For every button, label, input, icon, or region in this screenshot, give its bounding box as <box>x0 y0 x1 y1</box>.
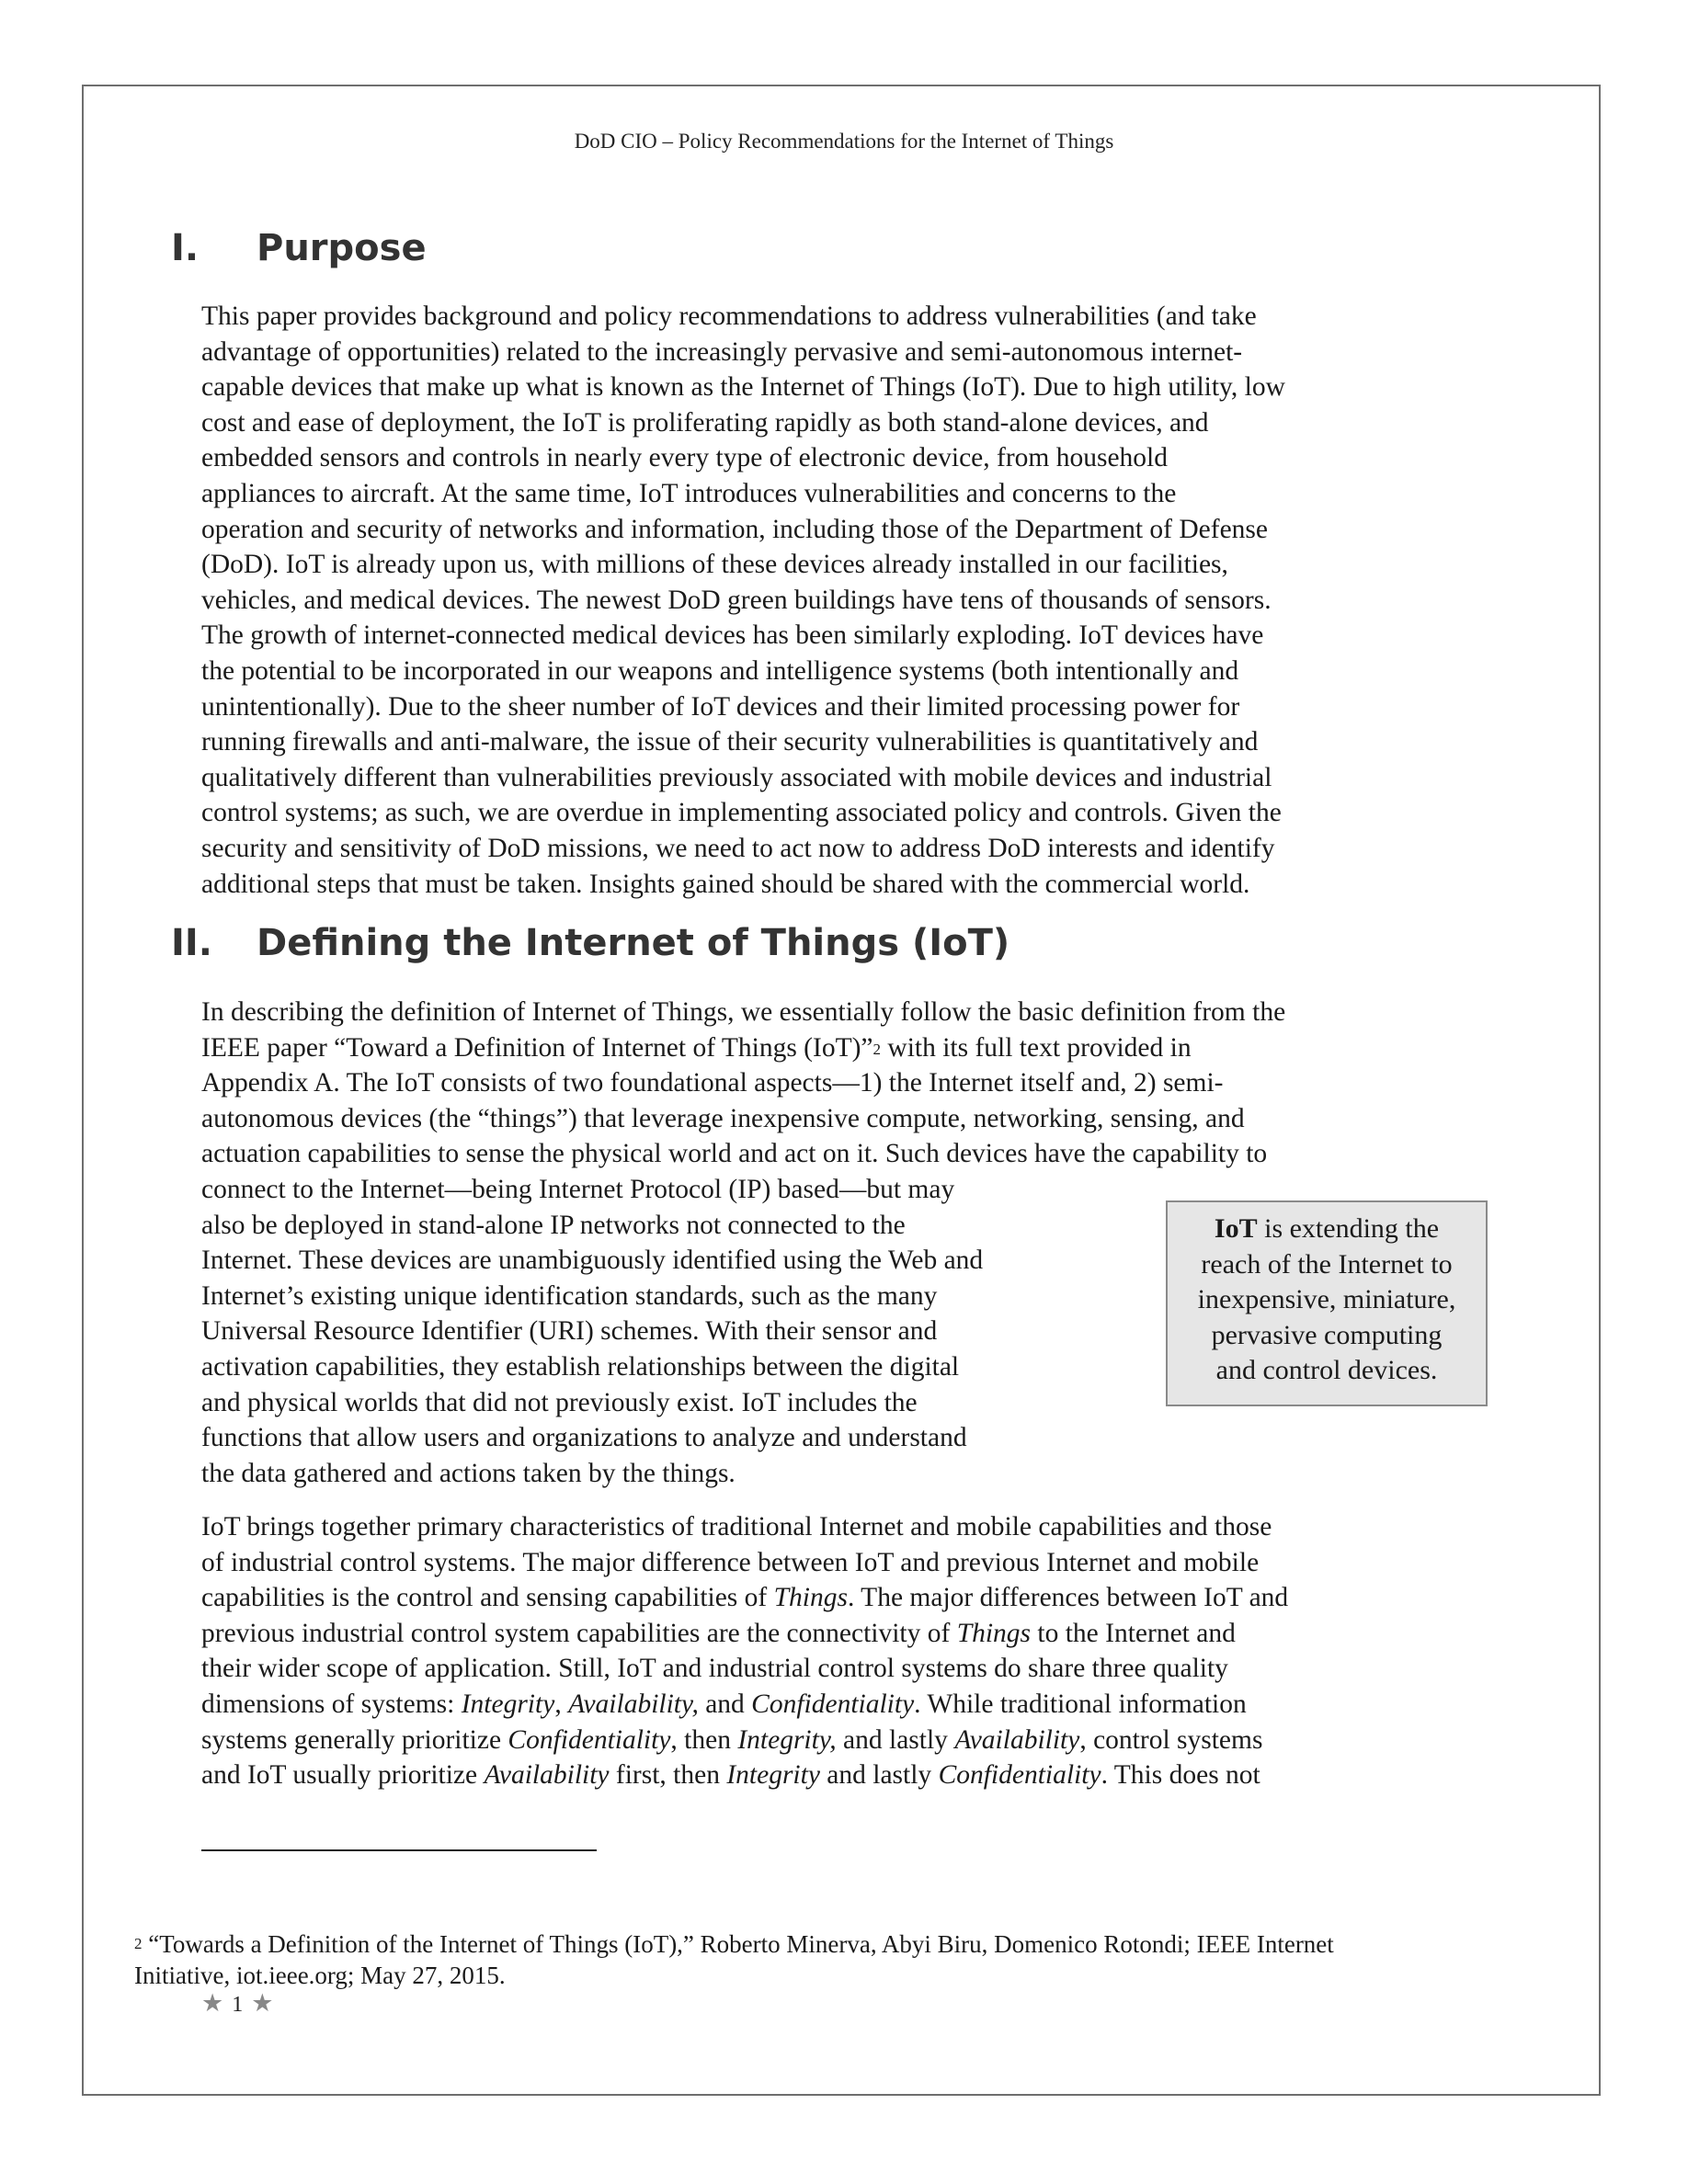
text-segment: dimensions of systems: <box>201 1689 462 1719</box>
italic-term: Confidentiality <box>938 1760 1101 1791</box>
text-segment: , <box>554 1689 569 1719</box>
text-line: control systems; as such, we are overdue in implementing associated policy and controls. Given the <box>201 798 1282 828</box>
text-line <box>201 1616 1288 1652</box>
text-line: security and sensitivity of DoD missions, we need to act now to address DoD interests and identify <box>201 833 1275 863</box>
text-segment: , control systems <box>1079 1724 1263 1755</box>
text-segment: is extending the <box>1257 1213 1440 1244</box>
section-2-heading <box>171 922 1009 964</box>
text-line: activation capabilities, they establish relationships between the digital <box>201 1351 960 1382</box>
section-2-title: Defining the Internet of Things (IoT) <box>257 922 1010 964</box>
text-segment: to the Internet and <box>1031 1618 1236 1648</box>
star-icon: ★ <box>251 1989 274 2018</box>
definition-paragraph <box>201 995 1285 1491</box>
text-segment: previous industrial control system capabilities are the connectivity of <box>201 1618 957 1648</box>
italic-term: Integrity <box>726 1760 820 1791</box>
italic-term: Things <box>773 1583 848 1613</box>
text-line: Internet. These devices are unambiguously identified using the Web and <box>201 1246 984 1276</box>
callout-line <box>1168 1211 1486 1247</box>
text-line: unintentionally). Due to the sheer number of IoT devices and their limited processing power for <box>201 691 1240 722</box>
text-line: connect to the Internet—being Internet Protocol (IP) based—but may <box>201 1174 955 1204</box>
text-line: their wider scope of application. Still, IoT and industrial control systems do share three quality <box>201 1654 1228 1684</box>
text-line: cost and ease of deployment, the IoT is proliferating rapidly as both stand-alone devices, and <box>201 407 1209 438</box>
page-number-value: 1 <box>232 1993 244 2017</box>
text-line: vehicles, and medical devices. The newest DoD green buildings have tens of thousands of sensors. <box>201 585 1272 615</box>
text-segment: capabilities is the control and sensing capabilities of <box>201 1583 774 1613</box>
section-1-title: Purpose <box>257 227 427 269</box>
text-line: capable devices that make up what is known as the Internet of Things (IoT). Due to high utility, low <box>201 372 1285 403</box>
text-line: appliances to aircraft. At the same time, IoT introduces vulnerabilities and concerns to the <box>201 478 1177 508</box>
text-line: running firewalls and anti-malware, the issue of their security vulnerabilities is quantitatively and <box>201 727 1259 757</box>
callout-line: reach of the Internet to <box>1201 1248 1453 1280</box>
text-line <box>201 1030 1285 1066</box>
text-line: (DoD). IoT is already upon us, with millions of these devices already installed in our facilities, <box>201 550 1228 580</box>
callout-line: inexpensive, miniature, <box>1197 1284 1456 1314</box>
running-header: DoD CIO – Policy Recommendations for the Internet of Things <box>574 130 1114 153</box>
text-line: the potential to be incorporated in our weapons and intelligence systems (both intentionally and <box>201 655 1239 686</box>
text-line: qualitatively different than vulnerabilities previously associated with mobile devices and industrial <box>201 762 1272 792</box>
italic-term: Availability <box>484 1760 610 1791</box>
text-segment: “Towards a Definition of the Internet of Things (IoT),” Roberto Minerva, Abyi Biru, Domenico Rotondi; IEEE Internet <box>142 1930 1334 1958</box>
text-line: functions that allow users and organizations to analyze and understand <box>201 1423 967 1453</box>
section-1-number: I. <box>171 227 200 269</box>
text-segment: systems generally prioritize <box>201 1724 508 1755</box>
italic-term: Things <box>956 1618 1032 1648</box>
italic-term: Integrity <box>461 1689 555 1719</box>
italic-term: Integrity, <box>737 1724 837 1755</box>
text-line: of industrial control systems. The major difference between IoT and previous Internet and mobile <box>201 1547 1260 1577</box>
callout-line: and control devices. <box>1215 1355 1438 1385</box>
section-1-heading <box>171 227 427 269</box>
footnote-number: 2 <box>134 1935 143 1952</box>
text-segment: and <box>698 1689 752 1719</box>
callout-bold-term: IoT <box>1214 1213 1258 1244</box>
text-line: advantage of opportunities) related to the increasingly pervasive and semi-autonomous internet- <box>201 336 1243 367</box>
text-line: additional steps that must be taken. Insights gained should be shared with the commercial world. <box>201 869 1250 899</box>
text-line: operation and security of networks and information, including those of the Department of Defense <box>201 514 1268 544</box>
italic-term: Availability, <box>568 1689 699 1719</box>
text-segment: and lastly <box>819 1760 939 1791</box>
italic-term: Confidentiality <box>751 1689 915 1719</box>
footnote-line: Initiative, iot.ieee.org; May 27, 2015. <box>134 1962 506 1989</box>
text-line: actuation capabilities to sense the physical world and act on it. Such devices have the capability to <box>201 1139 1268 1169</box>
text-line: also be deployed in stand-alone IP networks not connected to the <box>201 1210 906 1240</box>
text-segment: and IoT usually prioritize <box>201 1760 485 1791</box>
text-segment: with its full text provided in <box>881 1032 1192 1063</box>
text-segment: IEEE paper “Toward a Definition of Internet of Things (IoT)” <box>201 1032 873 1063</box>
text-segment: . While traditional information <box>914 1689 1247 1719</box>
footnote-ref: 2 <box>873 1040 882 1058</box>
section-2-number: II. <box>171 922 212 964</box>
page-number <box>201 1989 273 2018</box>
callout-line: pervasive computing <box>1211 1319 1443 1350</box>
text-line <box>201 1723 1288 1758</box>
footnote <box>134 1928 1513 1991</box>
text-line: and physical worlds that did not previously exist. IoT includes the <box>201 1387 918 1417</box>
callout-box <box>1166 1200 1488 1406</box>
footnote-separator <box>201 1849 597 1851</box>
text-line <box>201 1580 1288 1616</box>
footnote-line <box>134 1928 1513 1960</box>
purpose-paragraph <box>201 299 1285 902</box>
text-line: This paper provides background and policy recommendations to address vulnerabilities (and take <box>201 301 1257 331</box>
comparison-paragraph <box>201 1509 1288 1793</box>
text-line: IoT brings together primary characteristics of traditional Internet and mobile capabilities and those <box>201 1512 1272 1541</box>
text-line: the data gathered and actions taken by the things. <box>201 1458 736 1488</box>
text-line: Appendix A. The IoT consists of two foundational aspects—1) the Internet itself and, 2) semi- <box>201 1068 1224 1098</box>
text-line: In describing the definition of Internet of Things, we essentially follow the basic definition from the <box>201 997 1286 1027</box>
text-line: The growth of internet-connected medical devices has been similarly exploding. IoT devices have <box>201 620 1264 651</box>
text-line: autonomous devices (the “things”) that leverage inexpensive compute, networking, sensing, and <box>201 1103 1245 1133</box>
text-line: embedded sensors and controls in nearly every type of electronic device, from household <box>201 443 1168 473</box>
text-segment: , then <box>670 1724 738 1755</box>
italic-term: Availability <box>954 1724 1080 1755</box>
text-segment: . This does not <box>1101 1760 1260 1791</box>
star-icon: ★ <box>201 1989 224 2018</box>
text-line: Universal Resource Identifier (URI) schemes. With their sensor and <box>201 1316 938 1347</box>
italic-term: Confidentiality <box>508 1724 671 1755</box>
text-line: Internet’s existing unique identification standards, such as the many <box>201 1280 938 1311</box>
text-segment: first, then <box>609 1760 727 1791</box>
text-segment: and lastly <box>836 1724 955 1755</box>
text-line <box>201 1687 1288 1723</box>
text-line <box>201 1757 1288 1793</box>
text-segment: . The major differences between IoT and <box>847 1583 1289 1613</box>
